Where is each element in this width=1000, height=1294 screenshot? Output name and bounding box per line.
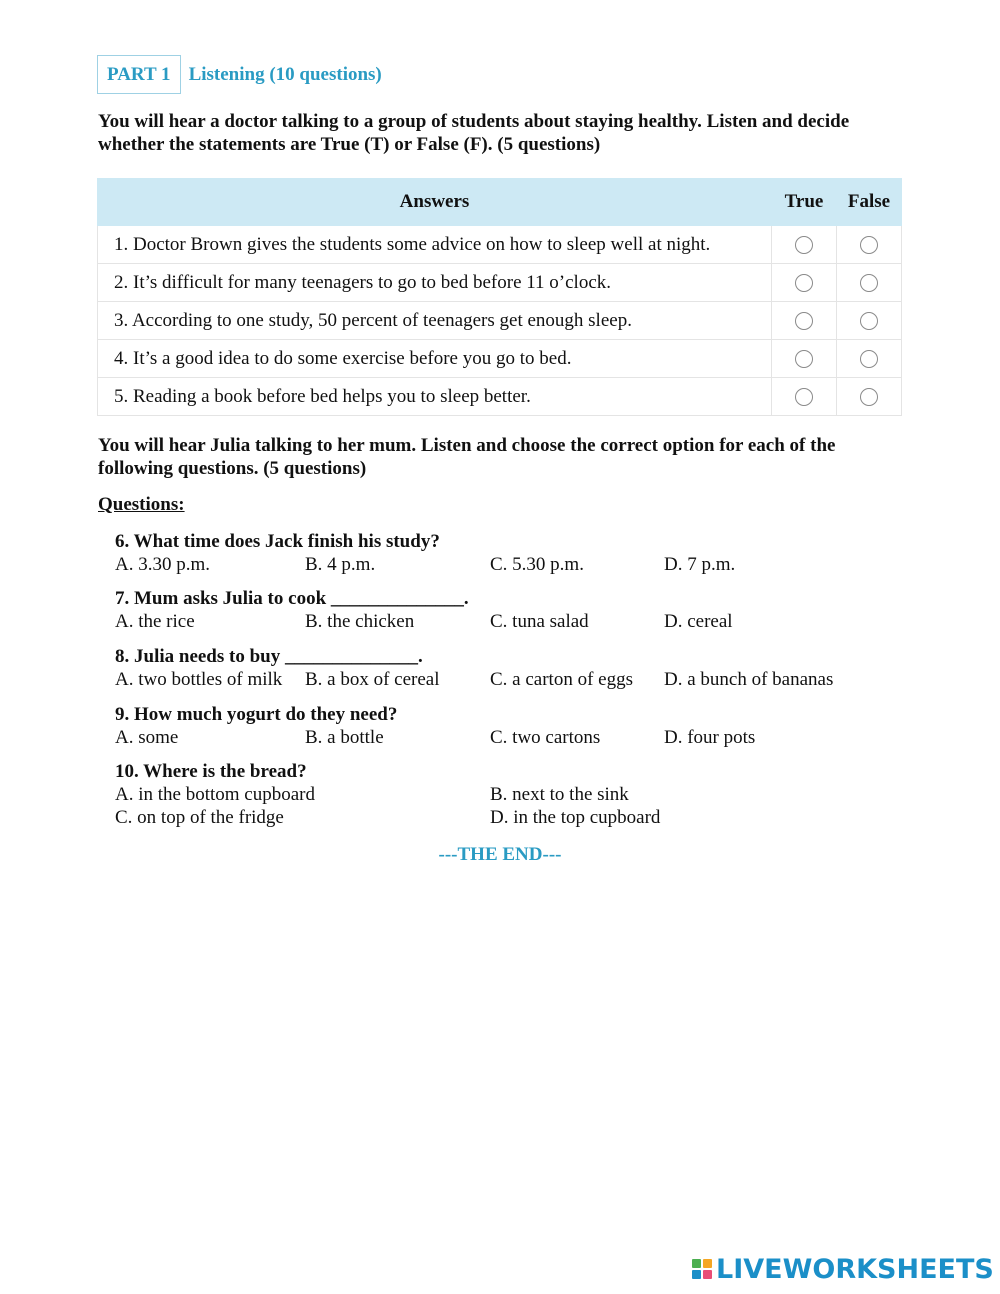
option-a[interactable]: A. in the bottom cupboard (115, 784, 315, 805)
liveworksheets-logo (692, 1254, 994, 1284)
option-a[interactable]: A. some (115, 727, 179, 748)
question-10 (115, 760, 661, 829)
table-row (98, 226, 902, 264)
table-row (98, 340, 902, 378)
true-false-table (97, 178, 902, 416)
table-row (98, 264, 902, 302)
answers-header: Answers (98, 179, 772, 226)
statement-5: 5. Reading a book before bed helps you to sleep better. (98, 378, 772, 416)
question-8 (115, 645, 834, 691)
true-header: True (772, 179, 837, 226)
the-end-text: ---THE END--- (438, 844, 562, 865)
true-radio-1[interactable] (795, 236, 813, 254)
statement-3: 3. According to one study, 50 percent of teenagers get enough sleep. (98, 302, 772, 340)
true-radio-2[interactable] (795, 274, 813, 292)
question-7 (115, 587, 733, 633)
option-d[interactable]: D. cereal (664, 611, 733, 632)
false-radio-3[interactable] (860, 312, 878, 330)
option-a[interactable]: A. the rice (115, 611, 195, 632)
question-text: 9. How much yogurt do they need? (115, 704, 398, 725)
questions-heading: Questions: (98, 494, 185, 515)
question-text: 10. Where is the bread? (115, 761, 307, 782)
part-header (97, 55, 382, 94)
option-d[interactable]: D. 7 p.m. (664, 554, 736, 575)
false-radio-1[interactable] (860, 236, 878, 254)
question-text: 8. Julia needs to buy ______________. (115, 646, 423, 667)
logo-text: LIVEWORKSHEETS (716, 1253, 994, 1285)
question-9 (115, 703, 756, 749)
option-b[interactable]: B. a box of cereal (305, 669, 440, 690)
option-c[interactable]: C. two cartons (490, 727, 601, 748)
part-label: PART 1 (97, 55, 181, 94)
section2-instruction: You will hear Julia talking to her mum. Listen and choose the correct option for each of the following questions. (5 questions) (98, 435, 836, 479)
option-d[interactable]: D. a bunch of bananas (664, 669, 834, 690)
option-c[interactable]: C. on top of the fridge (115, 807, 284, 828)
true-radio-3[interactable] (795, 312, 813, 330)
question-6 (115, 530, 736, 576)
statement-2: 2. It’s difficult for many teenagers to go to bed before 11 o’clock. (98, 264, 772, 302)
question-text: 7. Mum asks Julia to cook ______________. (115, 588, 469, 609)
option-b[interactable]: B. 4 p.m. (305, 554, 376, 575)
option-d[interactable]: D. four pots (664, 727, 756, 748)
false-radio-4[interactable] (860, 350, 878, 368)
option-c[interactable]: C. tuna salad (490, 611, 589, 632)
question-text: 6. What time does Jack finish his study? (115, 531, 440, 552)
option-a[interactable]: A. 3.30 p.m. (115, 554, 210, 575)
table-row (98, 302, 902, 340)
option-b[interactable]: B. the chicken (305, 611, 415, 632)
part-title: Listening (10 questions) (188, 63, 382, 85)
table-row (98, 378, 902, 416)
option-b[interactable]: B. next to the sink (490, 784, 629, 805)
option-c[interactable]: C. 5.30 p.m. (490, 554, 584, 575)
section1-instruction: You will hear a doctor talking to a group of students about staying healthy. Listen and decide whether the statements are True (T) or False (F). (5 questions) (98, 111, 850, 155)
table-header-row (98, 179, 902, 226)
option-d[interactable]: D. in the top cupboard (490, 807, 661, 828)
false-radio-5[interactable] (860, 388, 878, 406)
true-radio-4[interactable] (795, 350, 813, 368)
false-radio-2[interactable] (860, 274, 878, 292)
statement-4: 4. It’s a good idea to do some exercise before you go to bed. (98, 340, 772, 378)
option-c[interactable]: C. a carton of eggs (490, 669, 633, 690)
option-a[interactable]: A. two bottles of milk (115, 669, 283, 690)
option-b[interactable]: B. a bottle (305, 727, 384, 748)
statement-1: 1. Doctor Brown gives the students some advice on how to sleep well at night. (98, 226, 772, 264)
false-header: False (837, 179, 902, 226)
true-radio-5[interactable] (795, 388, 813, 406)
logo-blocks-icon (692, 1259, 712, 1279)
